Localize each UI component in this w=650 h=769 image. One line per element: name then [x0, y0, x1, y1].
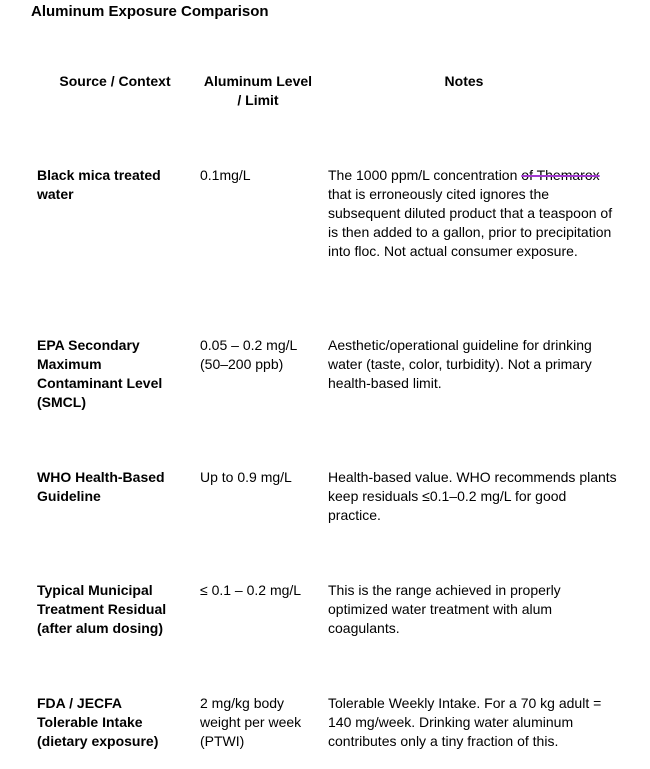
row-5-note: Tolerable Weekly Intake. For a 70 kg adult = 140 mg/week. Drinking water aluminum contributes only a tiny fraction of this.	[328, 695, 602, 749]
row-1-note-before: The 1000 ppm/L concentration	[328, 167, 522, 183]
row-3-note: Health-based value. WHO recommends plants keep residuals ≤0.1–0.2 mg/L for good practice.	[328, 469, 617, 523]
row-1-note	[328, 166, 618, 261]
row-2-note: Aesthetic/operational guideline for drinking water (taste, color, turbidity). Not a primary health-based limit.	[328, 337, 592, 391]
row-3-source: WHO Health-Based Guideline	[37, 469, 165, 504]
row-5-level: 2 mg/kg body weight per week (PTWI)	[200, 695, 302, 749]
row-2-level: 0.05 – 0.2 mg/L (50–200 ppb)	[200, 337, 297, 372]
row-4-note: This is the range achieved in properly optimized water treatment with alum coagulants.	[328, 582, 561, 636]
page-title: Aluminum Exposure Comparison	[31, 3, 269, 20]
row-1-source: Black mica treated water	[37, 167, 161, 202]
row-4-source: Typical Municipal Treatment Residual (after alum dosing)	[37, 582, 167, 636]
header-level	[196, 72, 320, 110]
row-5-source: FDA / JECFA Tolerable Intake (dietary exposure)	[37, 695, 159, 749]
header-notes	[328, 72, 600, 91]
header-level-line1: Aluminum Level	[203, 73, 313, 89]
header-notes-label: Notes	[444, 73, 484, 89]
row-4-level: ≤ 0.1 – 0.2 mg/L	[200, 582, 302, 598]
header-source-label: Source / Context	[59, 73, 171, 89]
row-2-source: EPA Secondary Maximum Contaminant Level (SMCL)	[37, 337, 163, 410]
row-3-level: Up to 0.9 mg/L	[200, 469, 292, 485]
row-1-note-after: that is erroneously cited ignores the subsequent diluted product that a teaspoon of is then added to a gallon, prior to precipitation into floc. Not actual consumer exposure.	[328, 186, 613, 259]
row-1-note-strikethrough: of Themarox	[521, 167, 600, 183]
header-source	[40, 72, 190, 91]
header-level-line2: / Limit	[237, 92, 279, 108]
row-1-level: 0.1mg/L	[200, 167, 251, 183]
